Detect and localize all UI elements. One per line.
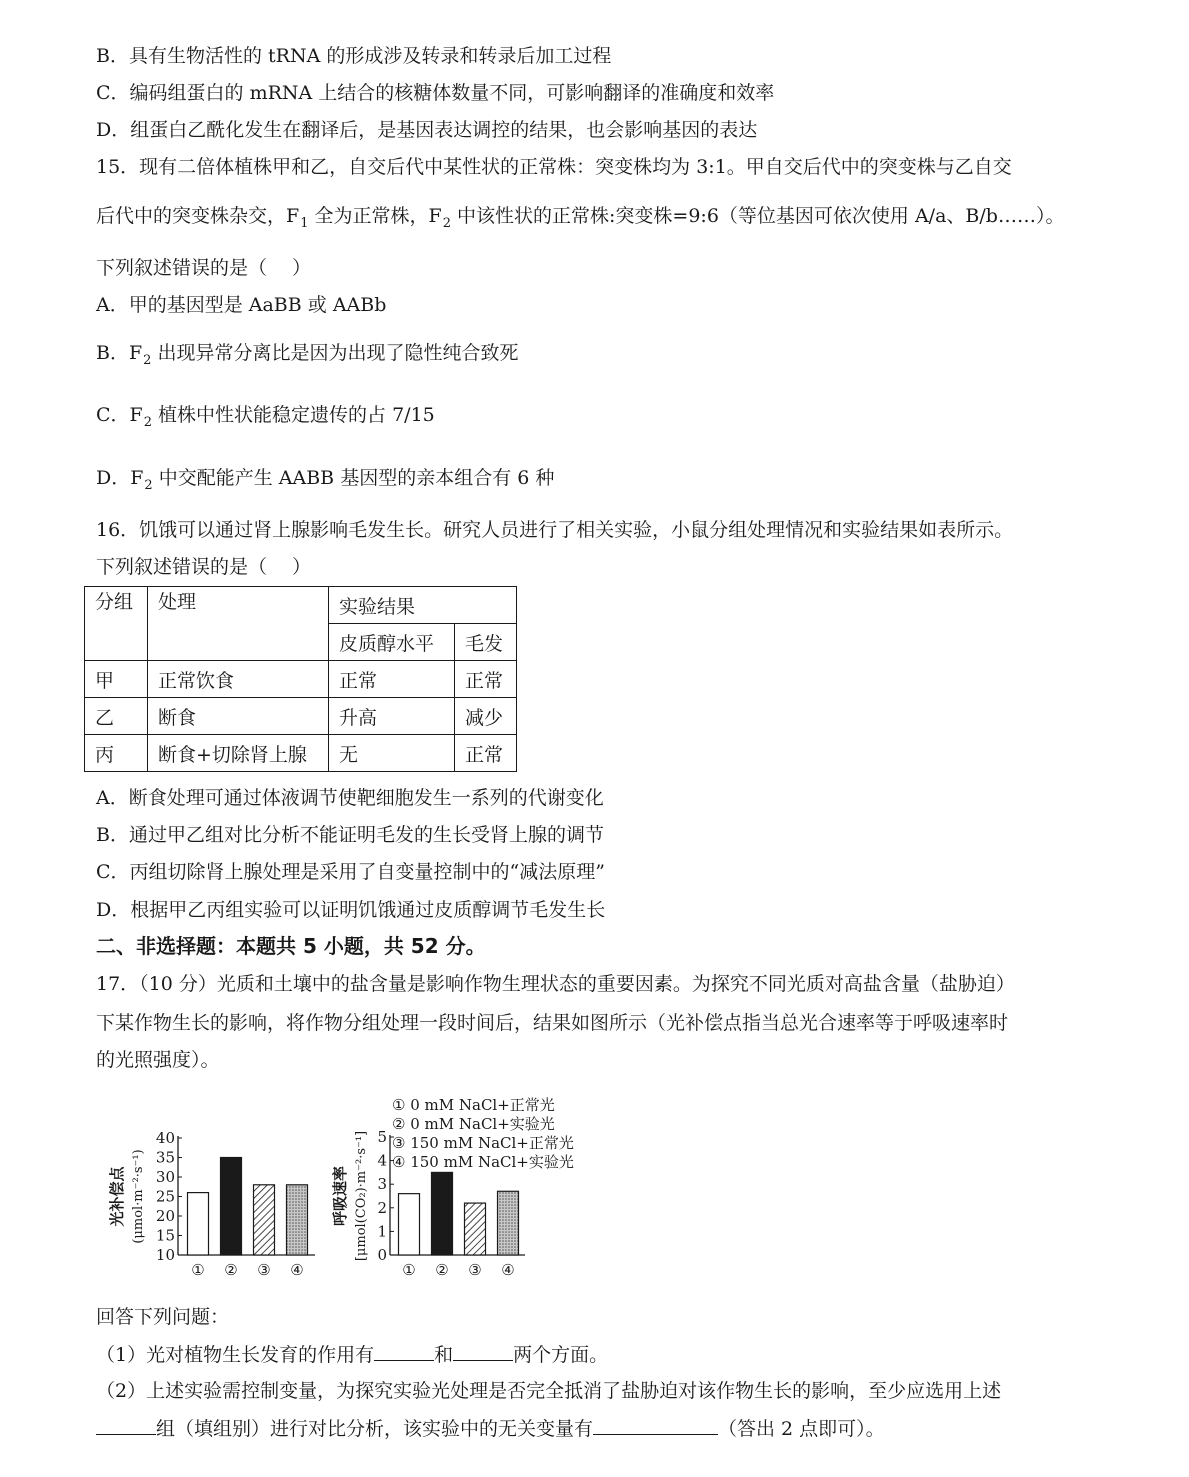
bar [432,1172,453,1255]
q17-part-1: （1）光对植物生长发育的作用有 和 两个方面。 [96,1344,609,1366]
y-axis-label: 呼吸速率 [331,1165,349,1227]
x-tick-label: ① [191,1261,205,1279]
y-axis-unit: [μmol(CO₂)·m⁻²·s⁻¹] [354,1130,369,1262]
q15-option-d: D．$F_2$ 中交配能产生 AABB 基因型的亲本组合有 6 种 [96,467,555,493]
table-cell: 丙 [85,735,148,772]
table-header-group: 分组 [85,587,148,661]
table-cell: 正常 [329,661,455,698]
y-tick-label: 40 [155,1129,175,1147]
table-cell: 升高 [329,698,455,735]
table-cell: 甲 [85,661,148,698]
q16-stem: 下列叙述错误的是（ ） [96,556,312,578]
legend-entry: ④ 150 mM NaCl+实验光 [392,1153,574,1171]
table-row [85,735,517,772]
light-compensation-chart [108,1129,315,1279]
table-cell: 正常 [455,735,517,772]
section-2-title: 二、非选择题：本题共 5 小题，共 52 分。 [96,934,486,958]
q14-option-d: D．组蛋白乙酰化发生在翻译后，是基因表达调控的结果，也会影响基因的表达 [96,119,758,141]
y-tick-label: 4 [377,1151,387,1170]
x-tick-label: ④ [290,1261,304,1279]
q14-option-c: C．编码组蛋白的 mRNA 上结合的核糖体数量不同，可影响翻译的准确度和效率 [96,82,775,104]
table-row [85,661,517,698]
q17-part-2-line-1: （2）上述实验需控制变量，为探究实验光处理是否完全抵消了盐胁迫对该作物生长的影响，至少应选用上述 [96,1380,1002,1402]
legend-entry: ② 0 mM NaCl+实验光 [392,1115,555,1133]
y-tick-label: 1 [377,1222,387,1241]
bar [254,1185,275,1255]
bar [188,1193,209,1255]
x-tick-label: ② [435,1261,449,1279]
table-cell: 减少 [455,698,517,735]
x-tick-label: ④ [501,1261,515,1279]
y-tick-label: 20 [155,1207,175,1225]
table-cell: 乙 [85,698,148,735]
experiment-table [84,586,517,772]
q16-option-a: A．断食处理可通过体液调节使靶细胞发生一系列的代谢变化 [96,787,604,809]
y-tick-label: 2 [377,1198,387,1217]
table-cell: 正常饮食 [148,661,329,698]
bar [498,1191,519,1255]
legend-entry: ③ 150 mM NaCl+正常光 [392,1134,574,1152]
q16-option-d: D．根据甲乙丙组实验可以证明饥饿通过皮质醇调节毛发生长 [96,899,606,921]
q16-option-b: B．通过甲乙组对比分析不能证明毛发的生长受肾上腺的调节 [96,824,604,846]
x-tick-label: ② [224,1261,238,1279]
bar [399,1194,420,1255]
bar [287,1185,308,1255]
table-header-result: 实验结果 [329,587,517,624]
y-tick-label: 15 [155,1226,175,1245]
x-tick-label: ③ [257,1261,271,1279]
q17-line-3: 的光照强度）。 [96,1049,220,1071]
bar [221,1158,242,1256]
table-row [85,698,517,735]
table-cell: 断食+切除肾上腺 [148,735,329,772]
q15-line-2: 后代中的突变株杂交，$F_1$ 全为正常株，$F_2$ 中该性状的正常株:突变株=9:6（等位基因可依次使用 A/a、B/b……）。 [96,205,1065,231]
y-tick-label: 0 [377,1246,387,1264]
table-cell: 无 [329,735,455,772]
q17-answer-intro: 回答下列问题： [96,1306,230,1328]
y-tick-label: 10 [155,1246,175,1264]
q17-line-2: 下某作物生长的影响，将作物分组处理一段时间后，结果如图所示（光补偿点指当总光合速率等于呼吸速率时 [96,1012,1009,1034]
table-header-cortisol: 皮质醇水平 [329,624,455,661]
answer-blank[interactable] [453,1342,513,1361]
q14-option-b: B．具有生物活性的 tRNA 的形成涉及转录和转录后加工过程 [96,45,612,67]
y-tick-label: 35 [155,1148,175,1167]
y-axis-label: 光补偿点 [108,1166,126,1227]
x-tick-label: ③ [468,1261,482,1279]
x-tick-label: ① [402,1261,416,1279]
q15-option-a: A．甲的基因型是 AaBB 或 AABb [96,294,387,316]
q17-part-2-line-2: 组（填组别）进行对比分析，该实验中的无关变量有 （答出 2 点即可）。 [96,1416,885,1441]
q15-option-c: C．$F_2$ 植株中性状能稳定遗传的占 7/15 [96,404,435,430]
q17-figure [100,1090,620,1290]
y-tick-label: 30 [155,1168,175,1186]
q15-line-1: 15．现有二倍体植株甲和乙，自交后代中某性状的正常株：突变株均为 3:1。甲自交后代中的突变株与乙自交 [96,156,1012,178]
table-cell: 正常 [455,661,517,698]
table-cell: 断食 [148,698,329,735]
q17-line-1: 17．（10 分）光质和土壤中的盐含量是影响作物生理状态的重要因素。为探究不同光质对高盐含量（盐胁迫） [96,973,1015,995]
table-header-treatment: 处理 [148,587,329,661]
bar [465,1203,486,1255]
respiration-rate-chart [331,1096,574,1279]
q16-line-1: 16．饥饿可以通过肾上腺影响毛发生长。研究人员进行了相关实验，小鼠分组处理情况和实验结果如表所示。 [96,519,1014,541]
answer-blank[interactable] [593,1416,718,1435]
q16-option-c: C．丙组切除肾上腺处理是采用了自变量控制中的“减法原理” [96,861,605,883]
y-axis-unit: (μmol·m⁻²·s⁻¹) [131,1149,146,1244]
y-tick-label: 5 [377,1128,387,1146]
answer-blank[interactable] [374,1342,434,1361]
q15-option-b: B．$F_2$ 出现异常分离比是因为出现了隐性纯合致死 [96,342,519,368]
y-tick-label: 25 [155,1187,175,1206]
legend-entry: ① 0 mM NaCl+正常光 [392,1096,555,1114]
q15-stem: 下列叙述错误的是（ ） [96,257,312,279]
y-tick-label: 3 [377,1175,387,1194]
answer-blank[interactable] [96,1416,156,1435]
table-header-hair: 毛发 [455,624,517,661]
